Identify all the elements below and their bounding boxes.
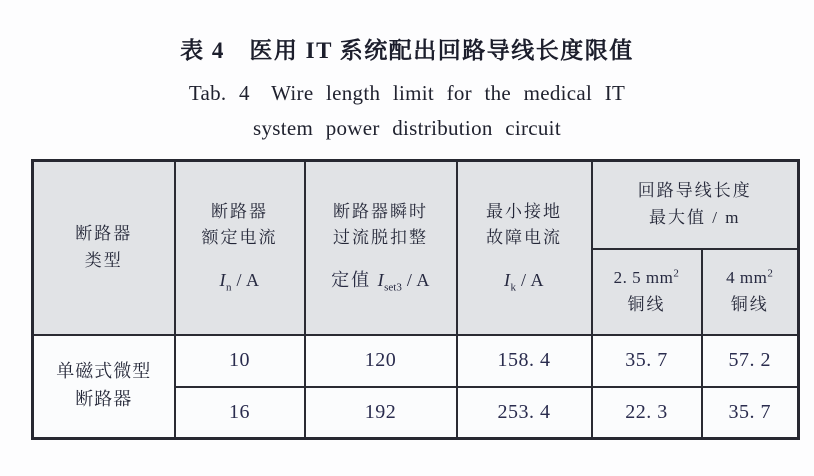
- header-breaker-type-line1: 断路器: [75, 224, 133, 244]
- wire-length-limit-table: [31, 159, 800, 440]
- data-cell: 10: [175, 335, 305, 387]
- subheader-4mm2-value: [726, 265, 773, 291]
- subheader-4mm2-label: 铜线: [730, 294, 769, 314]
- symbol-sub-n: n: [225, 281, 232, 294]
- data-cell: 192: [305, 387, 457, 439]
- data-cell: 120: [305, 335, 457, 387]
- data-cell: 158. 4: [457, 335, 592, 387]
- subheader-4mm2-sup: 2: [767, 267, 774, 280]
- header-instantaneous-line2: 过流脱扣整: [333, 227, 428, 247]
- data-cell: 35. 7: [702, 387, 799, 439]
- row-label-line1: 单磁式微型: [56, 361, 152, 382]
- header-ground-fault-line1: 最小接地: [486, 201, 562, 221]
- row-label-breaker-kind: [33, 335, 175, 439]
- table-caption-block: [0, 0, 814, 141]
- symbol-I: I: [219, 270, 226, 291]
- header-min-ground-fault-current: [457, 161, 592, 335]
- row-label-line2: 断路器: [75, 389, 133, 410]
- data-cell: 57. 2: [702, 335, 799, 387]
- symbol-sub-k: k: [510, 281, 516, 294]
- header-breaker-type: [33, 161, 175, 335]
- header-instantaneous-line3-prefix: 定值: [331, 270, 378, 291]
- header-ground-fault-symbol: [504, 267, 544, 297]
- subheader-2-5mm2-sup: 2: [673, 267, 680, 280]
- subheader-4mm2-num: 4 mm: [726, 268, 768, 288]
- header-instantaneous-symbol: [331, 267, 430, 297]
- header-breaker-type-line2: 类型: [84, 250, 123, 270]
- data-cell: 22. 3: [592, 387, 702, 439]
- header-rated-current: [175, 161, 305, 335]
- unit-ampere: / A: [231, 270, 260, 291]
- symbol-I: I: [503, 270, 511, 291]
- data-cell: 35. 7: [592, 335, 702, 387]
- header-ground-fault-line2: 故障电流: [486, 227, 562, 247]
- subheader-2-5mm2-value: [614, 265, 680, 291]
- data-cell: 253. 4: [457, 387, 592, 439]
- page-title-en-line1: Tab. 4 Wire length limit for the medical IT: [188, 81, 626, 105]
- header-max-wire-length-group: [592, 161, 799, 249]
- unit-ampere: / A: [515, 270, 544, 291]
- data-cell: 16: [175, 387, 305, 439]
- header-rated-current-symbol: [219, 267, 259, 297]
- subheader-copper-4mm2: [702, 249, 799, 335]
- header-rated-current-line2: 额定电流: [201, 227, 278, 247]
- subheader-2-5mm2-num: 2. 5 mm: [613, 268, 674, 288]
- page-title-en-line2: system power distribution circuit: [253, 116, 561, 140]
- symbol-sub-set3: set3: [384, 281, 402, 294]
- header-instantaneous-trip-setting: [305, 161, 457, 335]
- subheader-2-5mm2-label: 铜线: [627, 294, 666, 314]
- header-instantaneous-line1: 断路器瞬时: [333, 201, 428, 221]
- header-rated-current-line1: 断路器: [211, 201, 268, 221]
- subheader-copper-2-5mm2: [592, 249, 702, 335]
- header-max-wire-length-line2: 最大值 / m: [649, 207, 741, 227]
- page-title-zh: 表 4 医用 IT 系统配出回路导线长度限值: [180, 38, 634, 63]
- header-max-wire-length-line1: 回路导线长度: [637, 181, 752, 201]
- symbol-I: I: [377, 270, 385, 291]
- unit-ampere: / A: [401, 270, 430, 291]
